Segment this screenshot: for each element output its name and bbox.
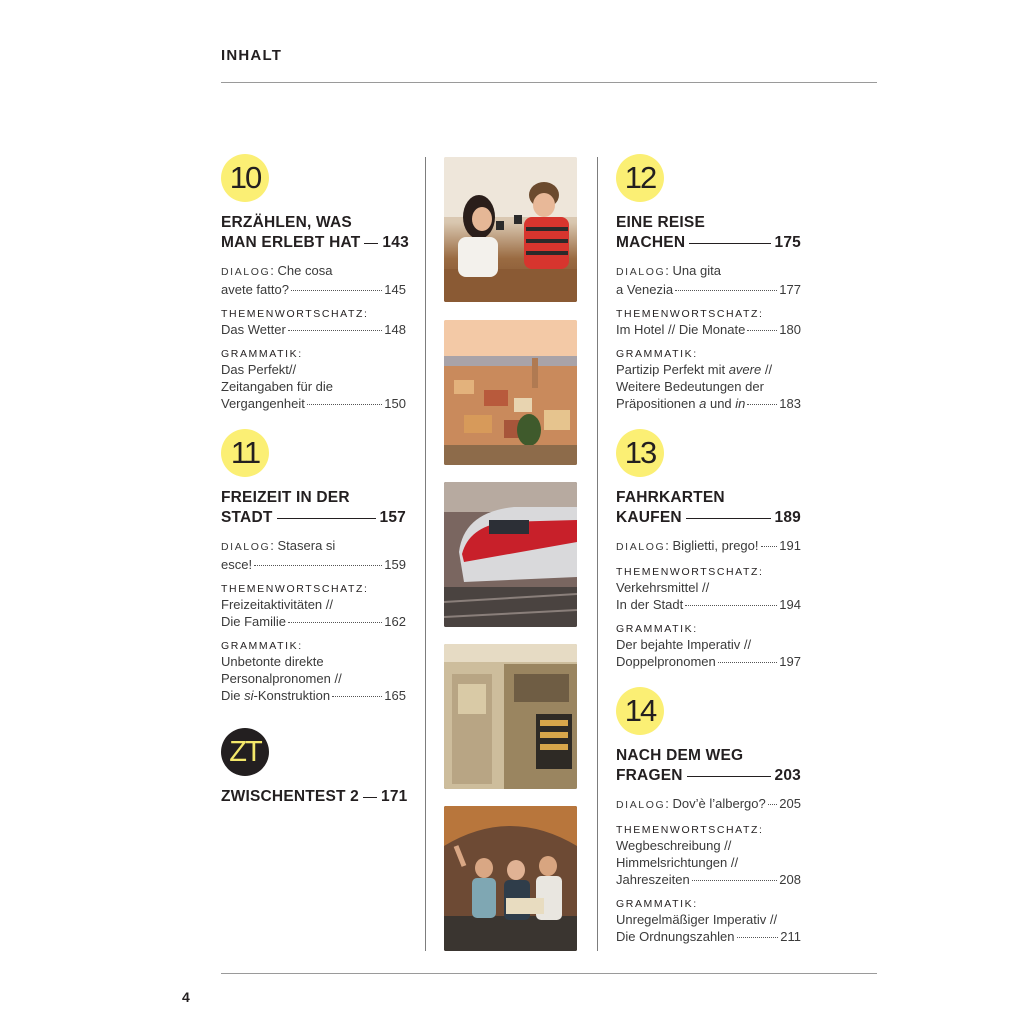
entry-text-part: Die (221, 688, 245, 703)
chapter-title[interactable] (221, 213, 409, 253)
header-divider (221, 82, 877, 83)
toc-column-right (616, 154, 801, 945)
entry-text: Zeitangaben für die (221, 379, 334, 394)
entry-text: Die Ordnungszahlen (616, 929, 735, 944)
entry-text (616, 361, 801, 378)
chapter-11 (221, 429, 406, 704)
entry-page-number: 177 (779, 282, 801, 297)
entry-text: Unregelmäßiger Imperativ // (616, 912, 778, 927)
toc-entry-themenwortschatz[interactable] (616, 565, 801, 613)
chapter-title[interactable] (616, 213, 801, 253)
chapter-title-line: EINE REISE (616, 214, 705, 231)
entry-label: DIALOG (616, 799, 666, 811)
entry-label: GRAMMATIK: (616, 348, 698, 360)
entry-page-number: 197 (779, 654, 801, 669)
entry-page-number: 148 (384, 322, 406, 337)
toc-entry-grammatik[interactable] (616, 347, 801, 412)
chapter-title-line: MACHEN (616, 234, 686, 251)
chapter-page-number: 143 (382, 234, 409, 251)
photo-italian-city-skyline (444, 320, 577, 465)
dot-leader (332, 696, 382, 697)
zwischentest-2 (221, 728, 406, 807)
entry-text: In der Stadt (616, 597, 684, 612)
toc-entry-grammatik[interactable] (616, 897, 801, 945)
chapter-title[interactable] (221, 787, 406, 807)
chapter-title-line: STADT (221, 509, 273, 526)
entry-text: Unbetonte direkte (221, 654, 324, 669)
entry-text: Doppelpronomen (616, 654, 716, 669)
page-number: 4 (182, 989, 190, 1005)
leader-line (363, 797, 377, 798)
dot-leader (692, 880, 778, 881)
toc-entry-dialog[interactable] (616, 537, 801, 556)
entry-label: DIALOG (616, 541, 666, 553)
entry-page-number: 159 (384, 557, 406, 572)
entry-text: Freizeitaktivitäten // (221, 597, 333, 612)
toc-entry-themenwortschatz[interactable] (221, 582, 406, 630)
entry-text: : Una gita (665, 263, 721, 278)
dot-leader (675, 290, 777, 291)
entry-label: GRAMMATIK: (221, 348, 303, 360)
entry-text-part: : Biglietti, prego! (665, 538, 759, 553)
entry-text: Himmelsrichtungen // (616, 855, 739, 870)
dot-leader (288, 330, 383, 331)
leader-line (277, 518, 376, 519)
dot-leader (288, 622, 382, 623)
toc-entry-dialog[interactable] (221, 262, 406, 298)
leader-line (687, 776, 771, 777)
entry-label: GRAMMATIK: (616, 898, 698, 910)
toc-entry-themenwortschatz[interactable] (616, 307, 801, 338)
dot-leader (254, 565, 382, 566)
chapter-number-badge: 14 (616, 687, 664, 735)
chapter-title[interactable] (221, 488, 406, 528)
chapter-title-line: FRAGEN (616, 767, 683, 784)
photo-historic-station-hall (444, 644, 577, 789)
chapter-page-number: 175 (774, 234, 801, 251)
toc-entry-grammatik[interactable] (616, 622, 801, 670)
chapter-title-line: KAUFEN (616, 509, 682, 526)
dot-leader (737, 937, 779, 938)
entry-text: Die Familie (221, 614, 287, 629)
dot-leader (685, 605, 777, 606)
entry-label: THEMENWORTSCHATZ: (616, 308, 764, 320)
chapter-number-badge: 12 (616, 154, 664, 202)
entry-text: : Che cosa (270, 263, 333, 278)
entry-text: Das Wetter (221, 322, 286, 337)
entry-text: a Venezia (616, 282, 674, 297)
entry-text-italic: si (244, 688, 254, 703)
entry-page-number: 162 (384, 614, 406, 629)
entry-page-number: 180 (779, 322, 801, 337)
entry-label: GRAMMATIK: (616, 623, 698, 635)
entry-text-part: : Dov’è l’albergo? (665, 796, 766, 811)
entry-text: Verkehrsmittel // (616, 580, 710, 595)
entry-page-number: 194 (779, 597, 801, 612)
entry-text (616, 537, 759, 556)
entry-label: THEMENWORTSCHATZ: (221, 308, 369, 320)
toc-entry-grammatik[interactable] (221, 639, 406, 704)
dot-leader (291, 290, 382, 291)
entry-label: DIALOG (221, 266, 271, 278)
chapter-page-number: 203 (774, 767, 801, 784)
entry-text-part: // (761, 362, 773, 377)
chapter-14 (616, 687, 801, 945)
entry-page-number: 205 (779, 796, 801, 811)
entry-text-italic: avere (728, 362, 762, 377)
dot-leader (747, 330, 777, 331)
zwischentest-badge: ZT (221, 728, 269, 776)
entry-text-italic: in (735, 396, 746, 411)
entry-text: Wegbeschreibung // (616, 838, 732, 853)
entry-text-part: und (706, 396, 736, 411)
entry-label: DIALOG (616, 266, 666, 278)
chapter-title-line: FREIZEIT IN DER (221, 489, 350, 506)
chapter-number-badge: 11 (221, 429, 269, 477)
entry-label: THEMENWORTSCHATZ: (221, 583, 369, 595)
entry-label: GRAMMATIK: (221, 640, 303, 652)
chapter-page-number: 157 (379, 509, 406, 526)
entry-page-number: 191 (779, 538, 801, 553)
entry-page-number: 183 (779, 396, 801, 411)
dot-leader (307, 404, 382, 405)
chapter-10 (221, 154, 409, 412)
footer-divider (221, 973, 877, 974)
toc-entry-themenwortschatz[interactable] (221, 307, 406, 338)
chapter-title-line: FAHRKARTEN (616, 489, 725, 506)
dot-leader (718, 662, 778, 663)
photo-young-tourists-with-map (444, 806, 577, 951)
dot-leader (747, 404, 777, 405)
leader-line (364, 243, 378, 244)
chapter-page-number: 171 (381, 788, 408, 805)
entry-page-number: 211 (780, 929, 801, 944)
chapter-title-line: ZWISCHENTEST 2 (221, 788, 360, 805)
photo-red-high-speed-train (444, 482, 577, 627)
page-header-title: INHALT (221, 47, 283, 64)
photo-couple-drinking-coffee (444, 157, 577, 302)
entry-text-part: Partizip Perfekt mit (616, 362, 729, 377)
toc-entry-dialog[interactable] (616, 262, 801, 298)
toc-entry-dialog[interactable] (616, 795, 801, 814)
entry-page-number: 150 (384, 396, 406, 411)
chapter-title-line: MAN ERLEBT HAT (221, 234, 361, 251)
entry-text: esce! (221, 557, 253, 572)
entry-page-number: 165 (384, 688, 406, 703)
chapter-13 (616, 429, 801, 670)
entry-label: THEMENWORTSCHATZ: (616, 566, 764, 578)
toc-entry-grammatik[interactable] (221, 347, 406, 412)
entry-page-number: 145 (384, 282, 406, 297)
entry-text (221, 687, 330, 704)
entry-text-part: -Konstruktion (253, 688, 331, 703)
leader-line (689, 243, 770, 244)
entry-text: Personalpronomen // (221, 671, 342, 686)
entry-text (616, 395, 745, 412)
chapter-title-line: ERZÄHLEN, WAS (221, 214, 352, 231)
column-divider-right (597, 157, 598, 951)
toc-entry-dialog[interactable] (221, 537, 406, 573)
toc-column-left (221, 154, 409, 807)
entry-label: THEMENWORTSCHATZ: (616, 824, 764, 836)
entry-label: DIALOG (221, 541, 271, 553)
entry-text: avete fatto? (221, 282, 289, 297)
chapter-number-badge: 10 (221, 154, 269, 202)
dot-leader (768, 804, 778, 805)
chapter-page-number: 189 (774, 509, 801, 526)
entry-text-italic: a (699, 396, 707, 411)
chapter-title[interactable] (616, 746, 801, 786)
leader-line (686, 518, 771, 519)
entry-text: Im Hotel // Die Monate (616, 322, 746, 337)
entry-text: Der bejahte Imperativ // (616, 637, 752, 652)
toc-entry-themenwortschatz[interactable] (616, 823, 801, 888)
entry-text: Das Perfekt// (221, 362, 297, 377)
entry-page-number: 208 (779, 872, 801, 887)
entry-text-part: Präpositionen (616, 396, 700, 411)
dot-leader (761, 546, 778, 547)
entry-text: Vergangenheit (221, 396, 305, 411)
chapter-title[interactable] (616, 488, 801, 528)
entry-text: Jahreszeiten (616, 872, 690, 887)
column-divider-left (425, 157, 426, 951)
entry-text: Weitere Bedeutungen der (616, 379, 764, 394)
entry-text (616, 795, 766, 814)
chapter-title-line: NACH DEM WEG (616, 747, 744, 764)
chapter-number-badge: 13 (616, 429, 664, 477)
chapter-12 (616, 154, 801, 412)
entry-text: : Stasera si (270, 538, 336, 553)
